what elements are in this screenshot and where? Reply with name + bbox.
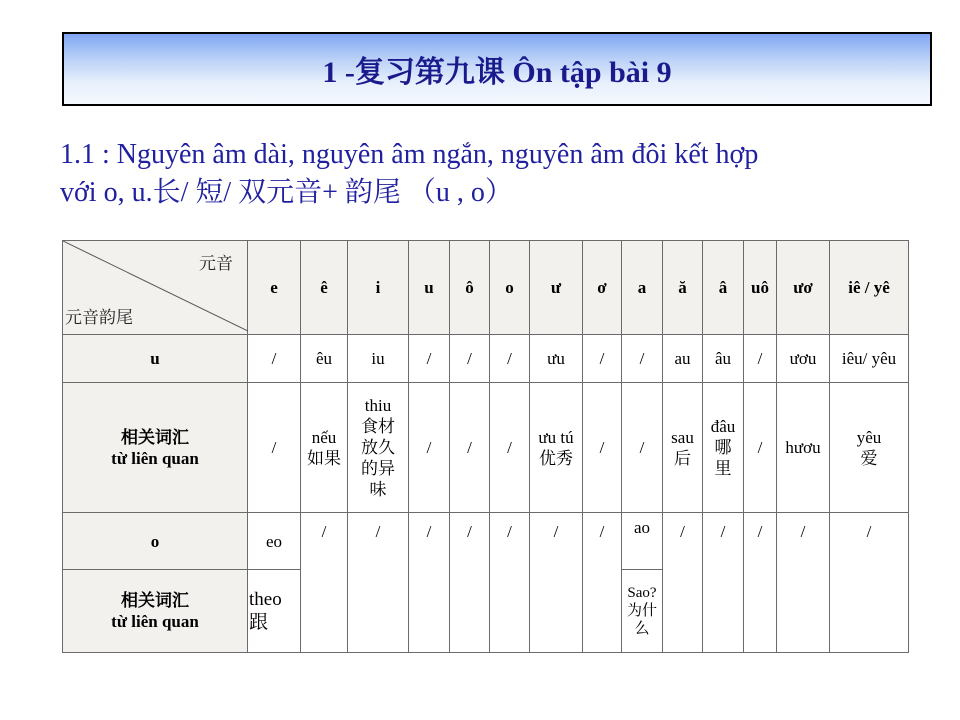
cell-u: / [622,335,663,383]
vocab-cell-o-e: theo 跟 [248,570,301,653]
vocab-cell-u: / [450,383,490,513]
vocab-cell-o-a: Sao? 为什 么 [622,570,663,653]
row-o [63,513,909,570]
merged-cell-o: / [744,513,777,653]
vowel-table [62,240,909,653]
cell-o-a: ao [622,513,663,570]
vowel-header-i: i [348,241,409,335]
vowel-header-uô: uô [744,241,777,335]
vocab-cell-u: / [248,383,301,513]
page-title: 1 -复习第九课 Ôn tập bài 9 [322,56,672,89]
cell-u: / [490,335,530,383]
row-vocab-u [63,383,909,513]
merged-cell-o: / [583,513,622,653]
vocab-cell-u: / [622,383,663,513]
merged-cell-o: / [409,513,450,653]
vowel-header-ă: ă [663,241,703,335]
vocab-cell-u: hươu [777,383,830,513]
vocab-label-zh: 相关词汇 [121,427,189,447]
merged-cell-o: / [830,513,909,653]
merged-cell-o: / [530,513,583,653]
cell-u: êu [301,335,348,383]
cell-o-e: eo [248,513,301,570]
corner-header-cell [63,241,248,335]
row-label-vocab-o [63,570,248,653]
row-label-vocab-u [63,383,248,513]
merged-cell-o: / [450,513,490,653]
vocab-cell-u: / [583,383,622,513]
vowel-header-e: e [248,241,301,335]
vowel-header-iê-yê: iê / yê [830,241,909,335]
vowel-header-ô: ô [450,241,490,335]
vocab-cell-u: nếu 如果 [301,383,348,513]
vocab-label-zh: 相关词汇 [121,591,189,610]
vowel-header-ươ: ươ [777,241,830,335]
cell-u: / [409,335,450,383]
corner-label-vowel: 元音 [199,254,233,273]
cell-u: / [583,335,622,383]
vocab-cell-u: thiu 食材 放久 的异 味 [348,383,409,513]
header-row [63,241,909,335]
subtitle [60,136,920,212]
cell-u: iu [348,335,409,383]
merged-cell-o: / [777,513,830,653]
cell-u: / [450,335,490,383]
vocab-cell-u: đâu 哪 里 [703,383,744,513]
vocab-cell-u: / [490,383,530,513]
vocab-cell-u: / [744,383,777,513]
vowel-header-a: a [622,241,663,335]
cell-u: âu [703,335,744,383]
cell-u: / [248,335,301,383]
merged-cell-o: / [348,513,409,653]
vowel-header-ơ: ơ [583,241,622,335]
vowel-header-u: u [409,241,450,335]
merged-cell-o: / [663,513,703,653]
subtitle-line-2: với o, u.长/ 短/ 双元音+ 韵尾 （u , o） [60,177,513,208]
row-label-o: o [63,513,248,570]
cell-u: ưu [530,335,583,383]
merged-cell-o: / [490,513,530,653]
row-label-u: u [63,335,248,383]
vocab-label-vi: từ liên quan [111,448,199,468]
vocab-cell-u: sau 后 [663,383,703,513]
merged-cell-o: / [703,513,744,653]
merged-cell-o: / [301,513,348,653]
cell-u: iêu/ yêu [830,335,909,383]
vocab-cell-u: yêu 爱 [830,383,909,513]
vocab-label-vi: từ liên quan [111,612,199,631]
corner-label-ending: 元音韵尾 [65,308,133,327]
title-box [62,32,932,106]
vocab-cell-u: / [409,383,450,513]
vowel-header-ư: ư [530,241,583,335]
vocab-cell-u: ưu tú 优秀 [530,383,583,513]
cell-u: ươu [777,335,830,383]
vowel-header-ê: ê [301,241,348,335]
subtitle-line-1: 1.1 : Nguyên âm dài, nguyên âm ngắn, nguyên âm đôi kết hợp [60,139,759,170]
cell-u: / [744,335,777,383]
cell-u: au [663,335,703,383]
vowel-header-â: â [703,241,744,335]
row-u [63,335,909,383]
vowel-header-o: o [490,241,530,335]
